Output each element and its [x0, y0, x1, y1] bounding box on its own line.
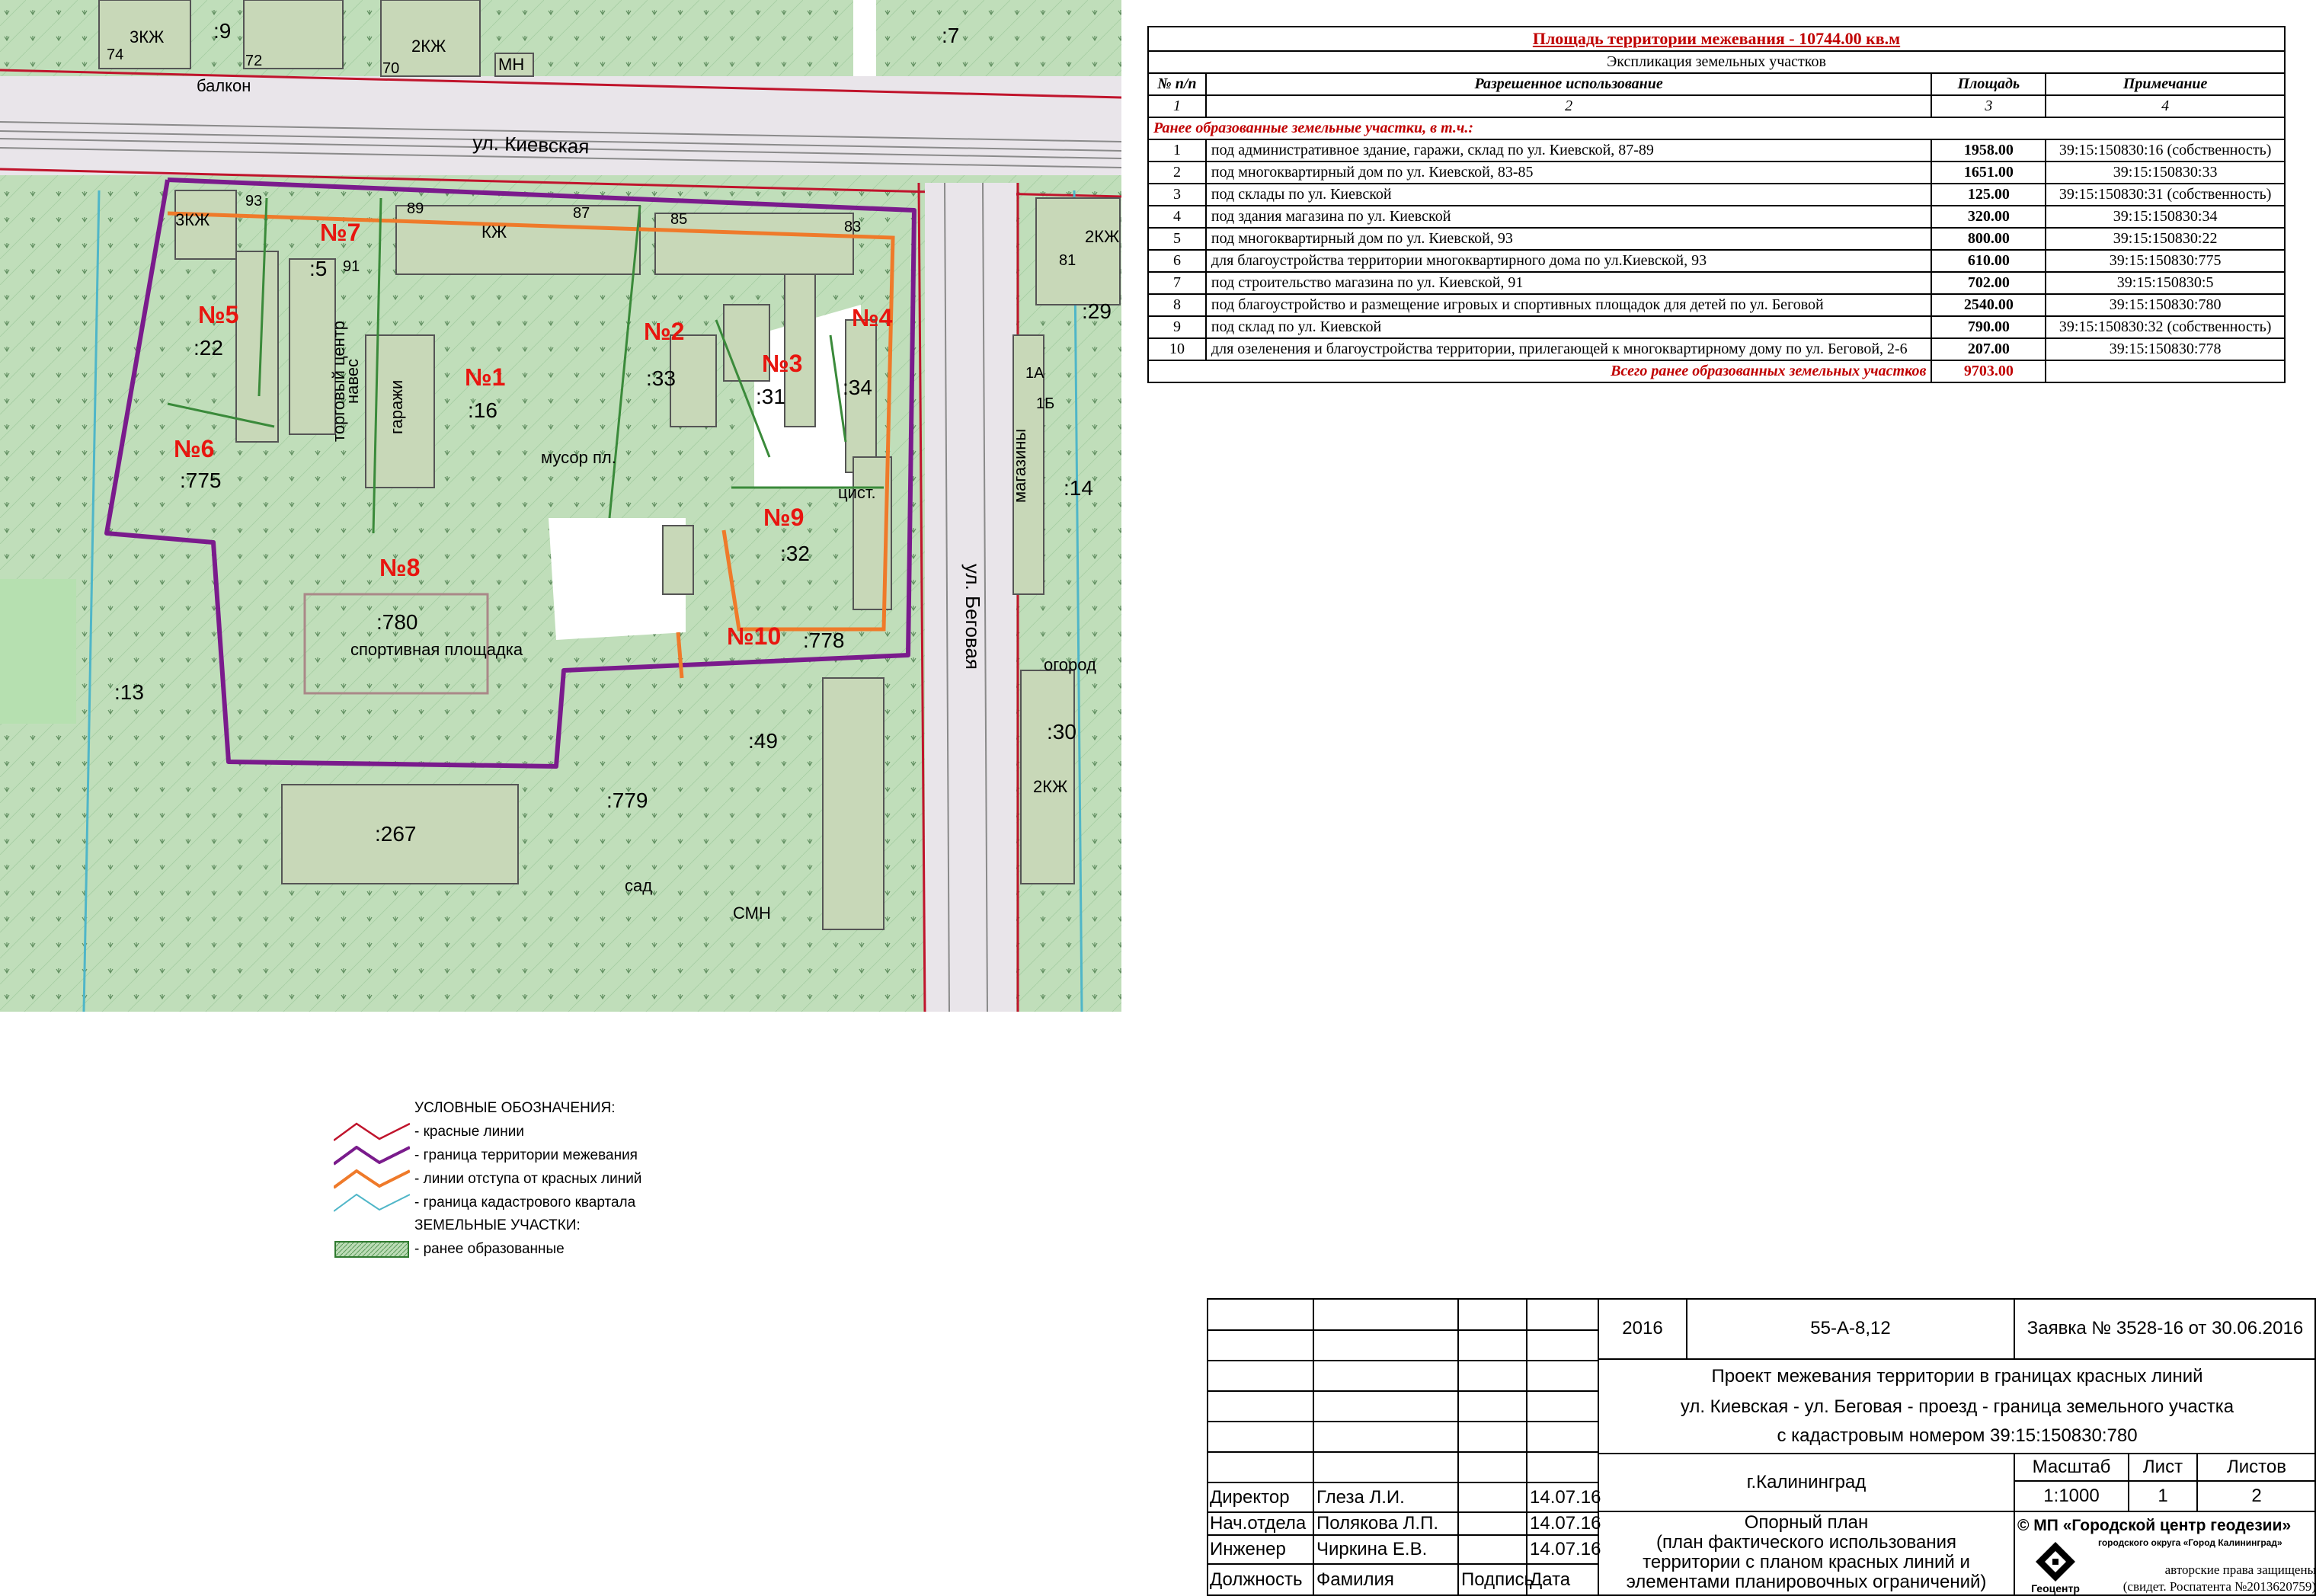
parcel-label-3: №3: [762, 350, 803, 377]
signer-role: Инженер: [1210, 1539, 1286, 1559]
row-number: 6: [1148, 250, 1206, 272]
row-area: 800.00: [1931, 228, 2046, 250]
parcel-label-4: №4: [852, 304, 893, 331]
footer-role: Должность: [1210, 1569, 1303, 1590]
col-header-use: Разрешенное использование: [1206, 73, 1931, 95]
cadastral-label: :29: [1082, 299, 1112, 323]
row-number: 9: [1148, 316, 1206, 338]
cadastral-label: :33: [646, 366, 676, 390]
house-number: 85: [670, 211, 688, 228]
house-number: 81: [1059, 252, 1076, 269]
setback-line-symbol: [334, 1169, 410, 1189]
total-area: 9703.00: [1931, 360, 2046, 382]
project-line-1: Проект межевания территории в границах красных линий: [1711, 1366, 2203, 1387]
signer-role: Директор: [1210, 1486, 1290, 1508]
stamp-city: г.Калининград: [1746, 1472, 1867, 1492]
row-number: 3: [1148, 184, 1206, 206]
row-area: 702.00: [1931, 272, 2046, 294]
legend-item-red-lines: [334, 1120, 730, 1143]
footer-date: Дата: [1530, 1569, 1571, 1590]
building-label: 3КЖ: [130, 27, 165, 46]
footer-name: Фамилия: [1316, 1569, 1394, 1590]
cadastral-label: :14: [1064, 476, 1093, 500]
building-label: 2КЖ: [1033, 777, 1068, 796]
parcel-label-7: №7: [320, 219, 361, 246]
col-number: 2: [1206, 95, 1931, 117]
row-note: 39:15:150830:32 (собственность): [2046, 316, 2285, 338]
stamp-order: Заявка № 3528-16 от 30.06.2016: [2026, 1318, 2304, 1339]
parcel-label-9: №9: [763, 504, 805, 531]
legend-parcels-title: ЗЕМЕЛЬНЫЕ УЧАСТКИ:: [414, 1217, 581, 1233]
row-use: под склады по ул. Киевской: [1206, 184, 1931, 206]
total-note: [2046, 360, 2285, 382]
legend-label: - красные линии: [414, 1123, 524, 1140]
org-subtitle: городского округа «Город Калининград»: [2098, 1537, 2282, 1548]
feature-label: навес: [343, 358, 362, 404]
row-area: 125.00: [1931, 184, 2046, 206]
signer-date: 14.07.16: [1530, 1539, 1601, 1559]
row-use: под многоквартирный дом по ул. Киевской, 93: [1206, 228, 1931, 250]
feature-label: огород: [1044, 655, 1096, 674]
feature-label: сад: [625, 876, 653, 895]
cadastral-map: [0, 0, 1121, 1012]
logo-text: Геоцентр: [2031, 1582, 2080, 1594]
legend-label: - граница территории межевания: [414, 1147, 638, 1163]
parcel-label-6: №6: [174, 435, 215, 462]
feature-label: спортивная площадка: [350, 640, 523, 659]
plan-line-3: территории с планом красных линий и: [1643, 1552, 1970, 1572]
explication-row: [1148, 294, 2285, 316]
row-area: 320.00: [1931, 206, 2046, 228]
row-number: 5: [1148, 228, 1206, 250]
row-number: 7: [1148, 272, 1206, 294]
house-number: 1А: [1025, 365, 1044, 382]
row-number: 2: [1148, 162, 1206, 184]
feature-label: гаражи: [387, 379, 406, 434]
cadastral-label: :7: [942, 24, 960, 47]
legend-item-boundary: [334, 1143, 730, 1167]
col-header-number: № п/п: [1148, 73, 1206, 95]
cadastral-label: :9: [213, 19, 232, 43]
row-area: 2540.00: [1931, 294, 2046, 316]
sheet-header: Лист: [2142, 1457, 2183, 1477]
row-note: 39:15:150830:775: [2046, 250, 2285, 272]
explication-subtitle: Экспликация земельных участков: [1148, 51, 2285, 73]
signer-name: Глеза Л.И.: [1316, 1486, 1405, 1508]
plan-line-1: Опорный план: [1744, 1512, 1869, 1533]
legend-item-cadastral: [334, 1191, 730, 1214]
explication-row: [1148, 184, 2285, 206]
cadastral-label: :775: [180, 469, 222, 492]
col-number: 4: [2046, 95, 2285, 117]
row-use: под благоустройство и размещение игровых и спортивных площадок для детей по ул. Беговой: [1206, 294, 1931, 316]
row-area: 1958.00: [1931, 139, 2046, 162]
legend-item-parcels: [334, 1237, 730, 1261]
parcel-label-5: №5: [198, 301, 239, 328]
house-number: 87: [573, 205, 590, 222]
row-area: 790.00: [1931, 316, 2046, 338]
building-label: МН: [498, 55, 525, 74]
row-area: 207.00: [1931, 338, 2046, 360]
row-note: 39:15:150830:780: [2046, 294, 2285, 316]
cadastral-label: :31: [756, 385, 785, 408]
territory-area-title: Площадь территории межевания - 10744.00 кв.м: [1148, 27, 2285, 51]
plan-line-4: элементами планировочных ограничений): [1626, 1572, 1987, 1592]
project-line-2: ул. Киевская - ул. Беговая - проезд - граница земельного участка: [1680, 1396, 2234, 1417]
project-line-3: с кадастровым номером 39:15:150830:780: [1777, 1425, 2138, 1446]
house-number: 91: [343, 258, 360, 275]
house-number: 70: [382, 60, 400, 77]
row-note: 39:15:150830:33: [2046, 162, 2285, 184]
sheet-value: 1: [2158, 1486, 2168, 1506]
row-number: 8: [1148, 294, 1206, 316]
sheets-header: Листов: [2227, 1457, 2286, 1477]
cadastral-label: :267: [375, 822, 417, 846]
row-note: 39:15:150830:16 (собственность): [2046, 139, 2285, 162]
legend-label: - граница кадастрового квартала: [414, 1194, 636, 1211]
street-label-begovaya: ул. Беговая: [961, 564, 984, 670]
explication-row: [1148, 316, 2285, 338]
legend-item-setback: [334, 1167, 730, 1191]
legend-title: УСЛОВНЫЕ ОБОЗНАЧЕНИЯ:: [414, 1100, 616, 1116]
title-block: [1207, 1298, 2316, 1596]
parcel-label-1: №1: [465, 363, 506, 391]
parcel-label-8: №8: [379, 554, 421, 581]
house-number: 83: [844, 219, 862, 235]
row-number: 10: [1148, 338, 1206, 360]
cadastral-label: :34: [843, 376, 872, 399]
house-number: 93: [245, 193, 263, 209]
feature-label: балкон: [197, 76, 251, 95]
row-note: 39:15:150830:34: [2046, 206, 2285, 228]
row-area: 610.00: [1931, 250, 2046, 272]
sheets-value: 2: [2251, 1486, 2262, 1506]
row-use: под склад по ул. Киевской: [1206, 316, 1931, 338]
legend: [334, 1097, 730, 1261]
scale-value: 1:1000: [2043, 1486, 2100, 1506]
row-use: под здания магазина по ул. Киевской: [1206, 206, 1931, 228]
building-label: 2КЖ: [1085, 227, 1120, 246]
cadastral-label: :30: [1047, 720, 1076, 744]
building-label: КЖ: [481, 222, 507, 241]
cadastral-label: :779: [606, 788, 648, 812]
building-label: СМН: [733, 904, 771, 923]
row-note: 39:15:150830:31 (собственность): [2046, 184, 2285, 206]
footer-sign: Подпись: [1461, 1569, 1534, 1590]
cadastral-label: :49: [748, 729, 778, 753]
scale-header: Масштаб: [2032, 1457, 2111, 1477]
stamp-year: 2016: [1622, 1318, 1663, 1339]
col-header-area: Площадь: [1931, 73, 2046, 95]
parcel-fill-symbol: [334, 1239, 410, 1259]
total-label: Всего ранее образованных земельных участков: [1148, 360, 1931, 382]
red-line-symbol: [334, 1122, 410, 1142]
rights-line-2: (свидет. Роспатента №2013620759): [2122, 1579, 2316, 1594]
explication-table: [1147, 26, 2286, 383]
house-number: 74: [107, 46, 124, 63]
explication-row: [1148, 162, 2285, 184]
signer-name: Чиркина Е.В.: [1316, 1539, 1428, 1559]
house-number: 1Б: [1036, 395, 1055, 412]
row-use: под административное здание, гаражи, склад по ул. Киевской, 87-89: [1206, 139, 1931, 162]
explication-row: [1148, 250, 2285, 272]
cadastral-label: :13: [114, 680, 144, 704]
section-title: Ранее образованные земельные участки, в т.ч.:: [1148, 117, 2285, 139]
col-number: 1: [1148, 95, 1206, 117]
legend-label: - линии отступа от красных линий: [414, 1170, 642, 1187]
signer-role: Нач.отдела: [1210, 1513, 1307, 1534]
legend-label: - ранее образованные: [414, 1240, 565, 1257]
col-header-note: Примечание: [2046, 73, 2285, 95]
signer-name: Полякова Л.П.: [1316, 1513, 1439, 1534]
building-label: 3КЖ: [175, 210, 210, 229]
explication-row: [1148, 228, 2285, 250]
explication-row: [1148, 139, 2285, 162]
row-area: 1651.00: [1931, 162, 2046, 184]
stamp-code: 55-А-8,12: [1810, 1318, 1891, 1339]
explication-row: [1148, 338, 2285, 360]
row-number: 1: [1148, 139, 1206, 162]
explication-row: [1148, 206, 2285, 228]
row-note: 39:15:150830:778: [2046, 338, 2285, 360]
explication-row: [1148, 272, 2285, 294]
row-use: для благоустройства территории многоквартирного дома по ул.Киевской, 93: [1206, 250, 1931, 272]
cadastral-line-symbol: [334, 1193, 410, 1213]
explication-rows: [1148, 139, 2285, 360]
geocenter-logo-icon: [2025, 1540, 2086, 1583]
row-use: под многоквартирный дом по ул. Киевской, 83-85: [1206, 162, 1931, 184]
org-name: © МП «Городской центр геодезии»: [2017, 1517, 2292, 1534]
parcel-label-2: №2: [644, 318, 685, 345]
col-number: 3: [1931, 95, 2046, 117]
row-note: 39:15:150830:22: [2046, 228, 2285, 250]
row-use: под строительство магазина по ул. Киевской, 91: [1206, 272, 1931, 294]
feature-label: мусор пл.: [541, 448, 616, 467]
cadastral-label: :16: [468, 398, 497, 422]
row-number: 4: [1148, 206, 1206, 228]
row-use: для озеленения и благоустройства территории, прилегающей к многоквартирному дому по ул. Беговой, 2-6: [1206, 338, 1931, 360]
parcel-label-10: №10: [727, 622, 782, 650]
house-number: 72: [245, 53, 263, 69]
plan-line-2: (план фактического использования: [1655, 1532, 1957, 1553]
row-note: 39:15:150830:5: [2046, 272, 2285, 294]
cadastral-label: :778: [803, 628, 845, 652]
signer-date: 14.07.16: [1530, 1513, 1601, 1534]
feature-label: торговый центр: [329, 320, 348, 442]
feature-label: цист.: [838, 483, 876, 502]
rights-line-1: авторские права защищены: [2164, 1562, 2316, 1577]
cadastral-label: :22: [194, 336, 223, 360]
cadastral-label: :780: [376, 610, 418, 634]
signer-date: 14.07.16: [1530, 1486, 1601, 1508]
feature-label: магазины: [1010, 428, 1029, 503]
street-label-kievskaya: ул. Киевская: [472, 131, 590, 158]
cadastral-label: :5: [309, 257, 328, 280]
cadastral-label: :32: [780, 542, 810, 565]
building-label: 2КЖ: [411, 37, 446, 56]
house-number: 89: [407, 200, 424, 217]
boundary-line-symbol: [334, 1146, 410, 1166]
